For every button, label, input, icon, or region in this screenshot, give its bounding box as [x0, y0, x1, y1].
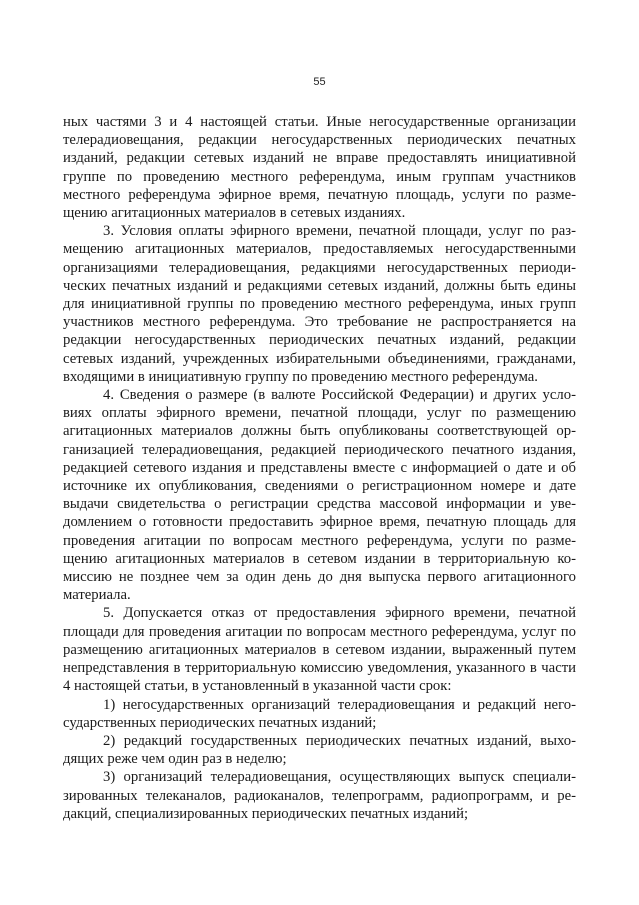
- paragraph-continuation: ных частями 3 и 4 настоящей статьи. Иные негосударственные организации телерадиовещания, редакции негосударственных периодических печатных изданий, редакции сетевых изданий не вправе предоставлять инициативной группе по проведению местного референдума, иным группам участников местного референдума эфирное время, печатную площадь, услуги по размещению агитационных материалов в сетевых изданиях.: [63, 114, 576, 222]
- document-body: [63, 113, 576, 823]
- list-item-2: 2) редакций государственных периодических печатных изданий, выходящих реже чем один раз в неделю;: [63, 732, 576, 768]
- paragraph-3: 3. Условия оплаты эфирного времени, печатной площади, услуг по размещению агитационных материалов, предоставляемых негосударственными организациями телерадиовещания, редакциями негосударственных периодических печатных изданий и редакциями сетевых изданий, должны быть едины для инициативной группы по проведению местного референдума, иных групп участников местного референдума. Это требование не распространяется на редакции негосударственных периодических печатных изданий, редакции сетевых изданий, учрежденных избирательными объединениями, гражданами, входящими в инициативную группу по проведению местного референдума.: [63, 223, 576, 385]
- list-item-1: 1) негосударственных организаций телерадиовещания и редакций негосударственных периодических печатных изданий;: [63, 696, 576, 731]
- list-item-3: 3) организаций телерадиовещания, осуществляющих выпуск специализированных телеканалов, радиоканалов, телепрограмм, радиопрограмм, и редакций, специализированных периодических печатных изданий;: [63, 769, 576, 822]
- paragraph-5: 5. Допускается отказ от предоставления эфирного времени, печатной площади для проведения агитации по вопросам местного референдума, услуг по размещению агитационных материалов в сетевом издании, выраженный путем непредставления в территориальную комиссию уведомления, указанного в части 4 настоящей статьи, в установленный в указанной части срок:: [63, 605, 576, 695]
- paragraph-4: 4. Сведения о размере (в валюте Российской Федерации) и других условиях оплаты эфирного времени, печатной площади, услуг по размещению агитационных материалов должны быть опубликованы соответствующей организацией телерадиовещания, редакцией периодического печатного издания, редакцией сетевого издания и представлены вместе с информацией о дате и об источнике их опубликования, сведениями о регистрационном номере и дате выдачи свидетельства о регистрации средства массовой информации и уведомлением о готовности предоставить эфирное время, печатную площадь для проведения агитации по вопросам местного референдума, услуги по размещению агитационных материалов в сетевом издании в территориальную комиссию не позднее чем за один день до дня выпуска первого агитационного материала.: [63, 387, 576, 604]
- page-number: 55: [313, 76, 326, 88]
